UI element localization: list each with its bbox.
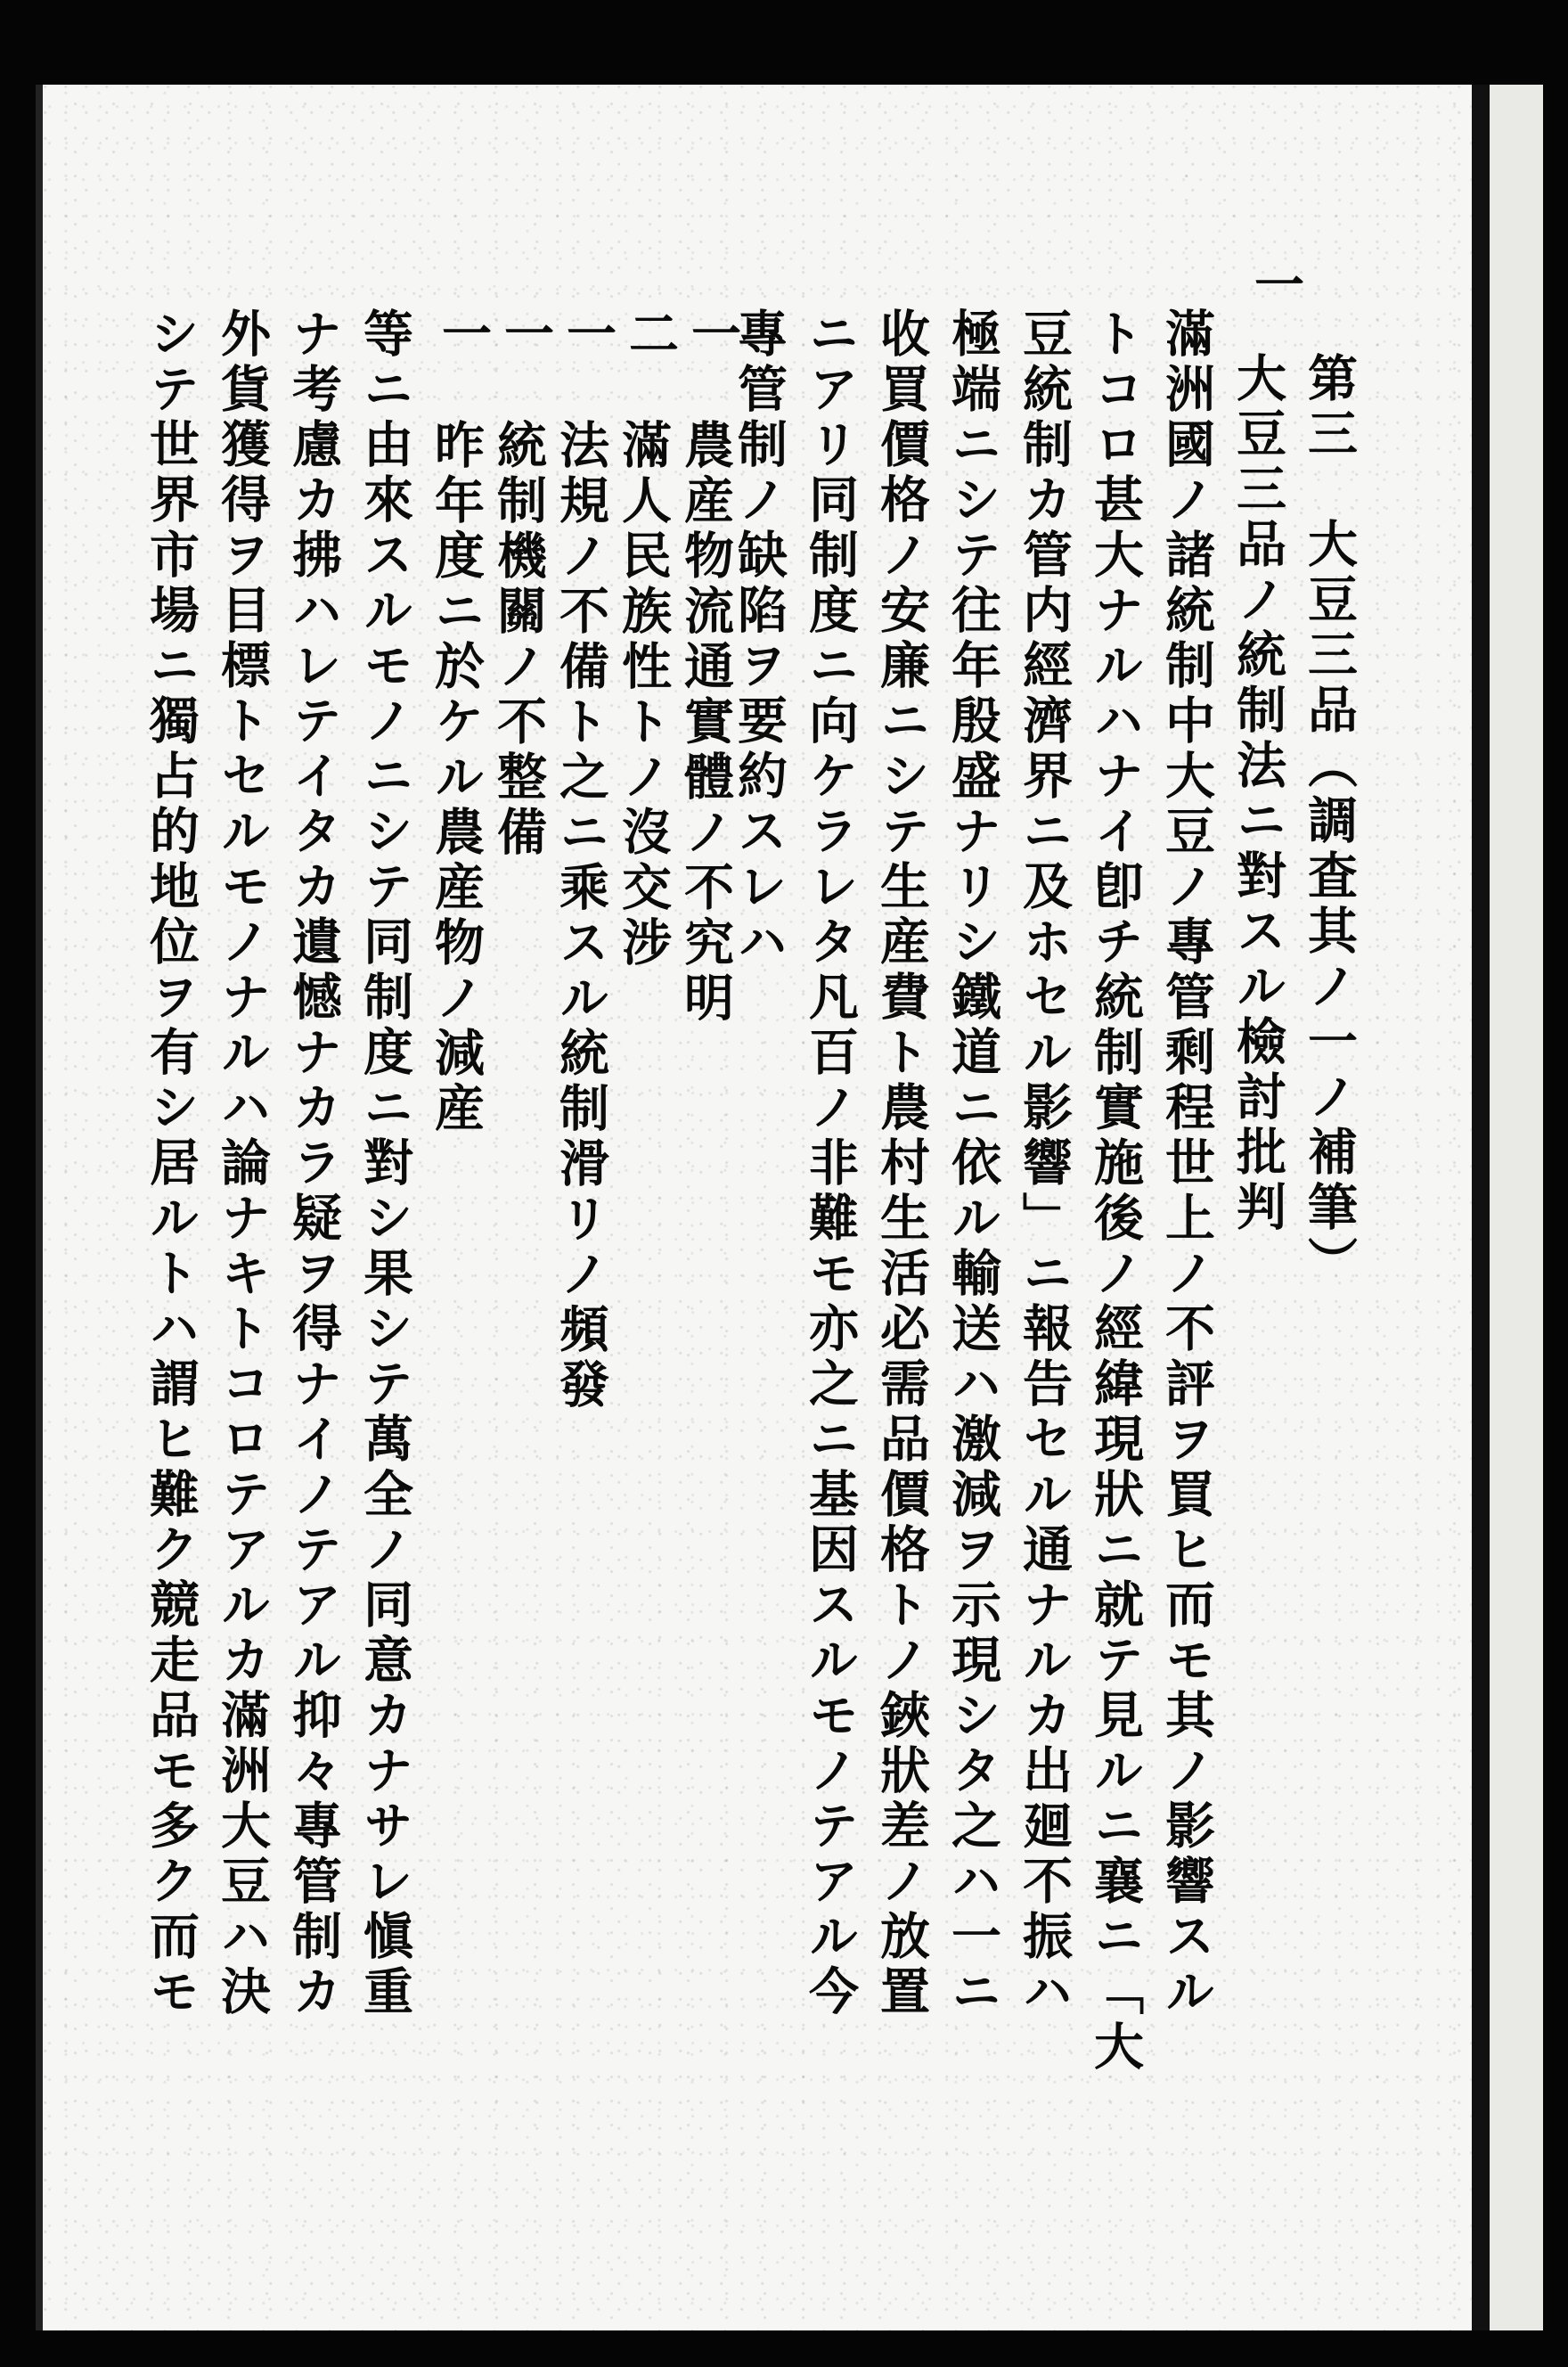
paragraph-line-2: トコロ甚大ナルハナイ卽チ統制實施後ノ經緯現狀ニ就テ見ルニ襄ニ「大 — [1086, 307, 1145, 2076]
list-item-2-text: 滿人民族性トノ沒交涉 — [614, 419, 673, 971]
closing-line-2: ナ考慮カ拂ハレテイタカ遺憾ナカラ疑ヲ得ナイノテアル抑々專管制カ — [284, 307, 343, 2020]
list-item-4-text: 統制機關ノ不整備 — [489, 419, 548, 861]
paragraph-line-4: 極端ニシテ往年殷盛ナリシ鐵道ニ依ル輸送ハ激減ヲ示現シタ之ハ一ニ — [943, 307, 1002, 2020]
paragraph-line-5: 收買價格ノ安廉ニシテ生産費ト農村生活必需品價格トノ鋏狀差ノ放置 — [872, 307, 931, 2020]
closing-line-1: 等ニ由來スルモノニシテ同制度ニ對シ果シテ萬全ノ同意カナサレ愼重 — [355, 307, 414, 2020]
closing-line-4: シテ世界市場ニ獨占的地位ヲ有シ居ルトハ謂ヒ難ク競走品モ多ク而モ — [142, 307, 200, 2020]
section-mark: 一 — [1246, 258, 1305, 308]
list-item-4-marker: 一 — [496, 307, 555, 357]
paragraph-line-6: ニアリ同制度ニ向ケラレタ凡百ノ非難モ亦之ニ基因スルモノテアル今 — [801, 307, 860, 2020]
sub-heading: 大豆三品ノ統制法ニ對スル檢討批判 — [1229, 352, 1287, 1236]
adjacent-page-edge — [1490, 85, 1543, 2330]
paragraph-line-3: 豆統制カ管内經濟界ニ及ホセル影響」ニ報告セル通ナルカ出廻不振ハ — [1015, 307, 1074, 2020]
list-item-3-text: 法規ノ不備ト之ニ乘スル統制滑リノ頻發 — [551, 419, 610, 1413]
page-binding-edge — [1472, 85, 1490, 2330]
list-item-3-marker: 一 — [559, 307, 617, 357]
closing-line-3: 外貨獲得ヲ目標トセルモノナルハ論ナキトコロテアルカ滿洲大豆ハ決 — [213, 307, 272, 2020]
page-heading: 第三 大豆三品（調査其ノ一ノ補筆） — [1300, 352, 1359, 1291]
list-item-1-marker: 一 — [683, 307, 742, 357]
list-item-2-marker: 二 — [621, 307, 680, 357]
list-item-5-marker: 一 — [434, 307, 493, 357]
paragraph-line-1: 滿洲國ノ諸統制中大豆ノ專管剩程世上ノ不評ヲ買ヒ而モ其ノ影響スル — [1157, 307, 1216, 2020]
list-item-5-text: 昨年度ニ於ケル農産物ノ減産 — [427, 419, 486, 1137]
paragraph-line-7: 專管制ノ缺陷ヲ要約スレハ — [730, 307, 788, 971]
list-item-1-text: 農産物流通實體ノ不究明 — [676, 419, 735, 1027]
